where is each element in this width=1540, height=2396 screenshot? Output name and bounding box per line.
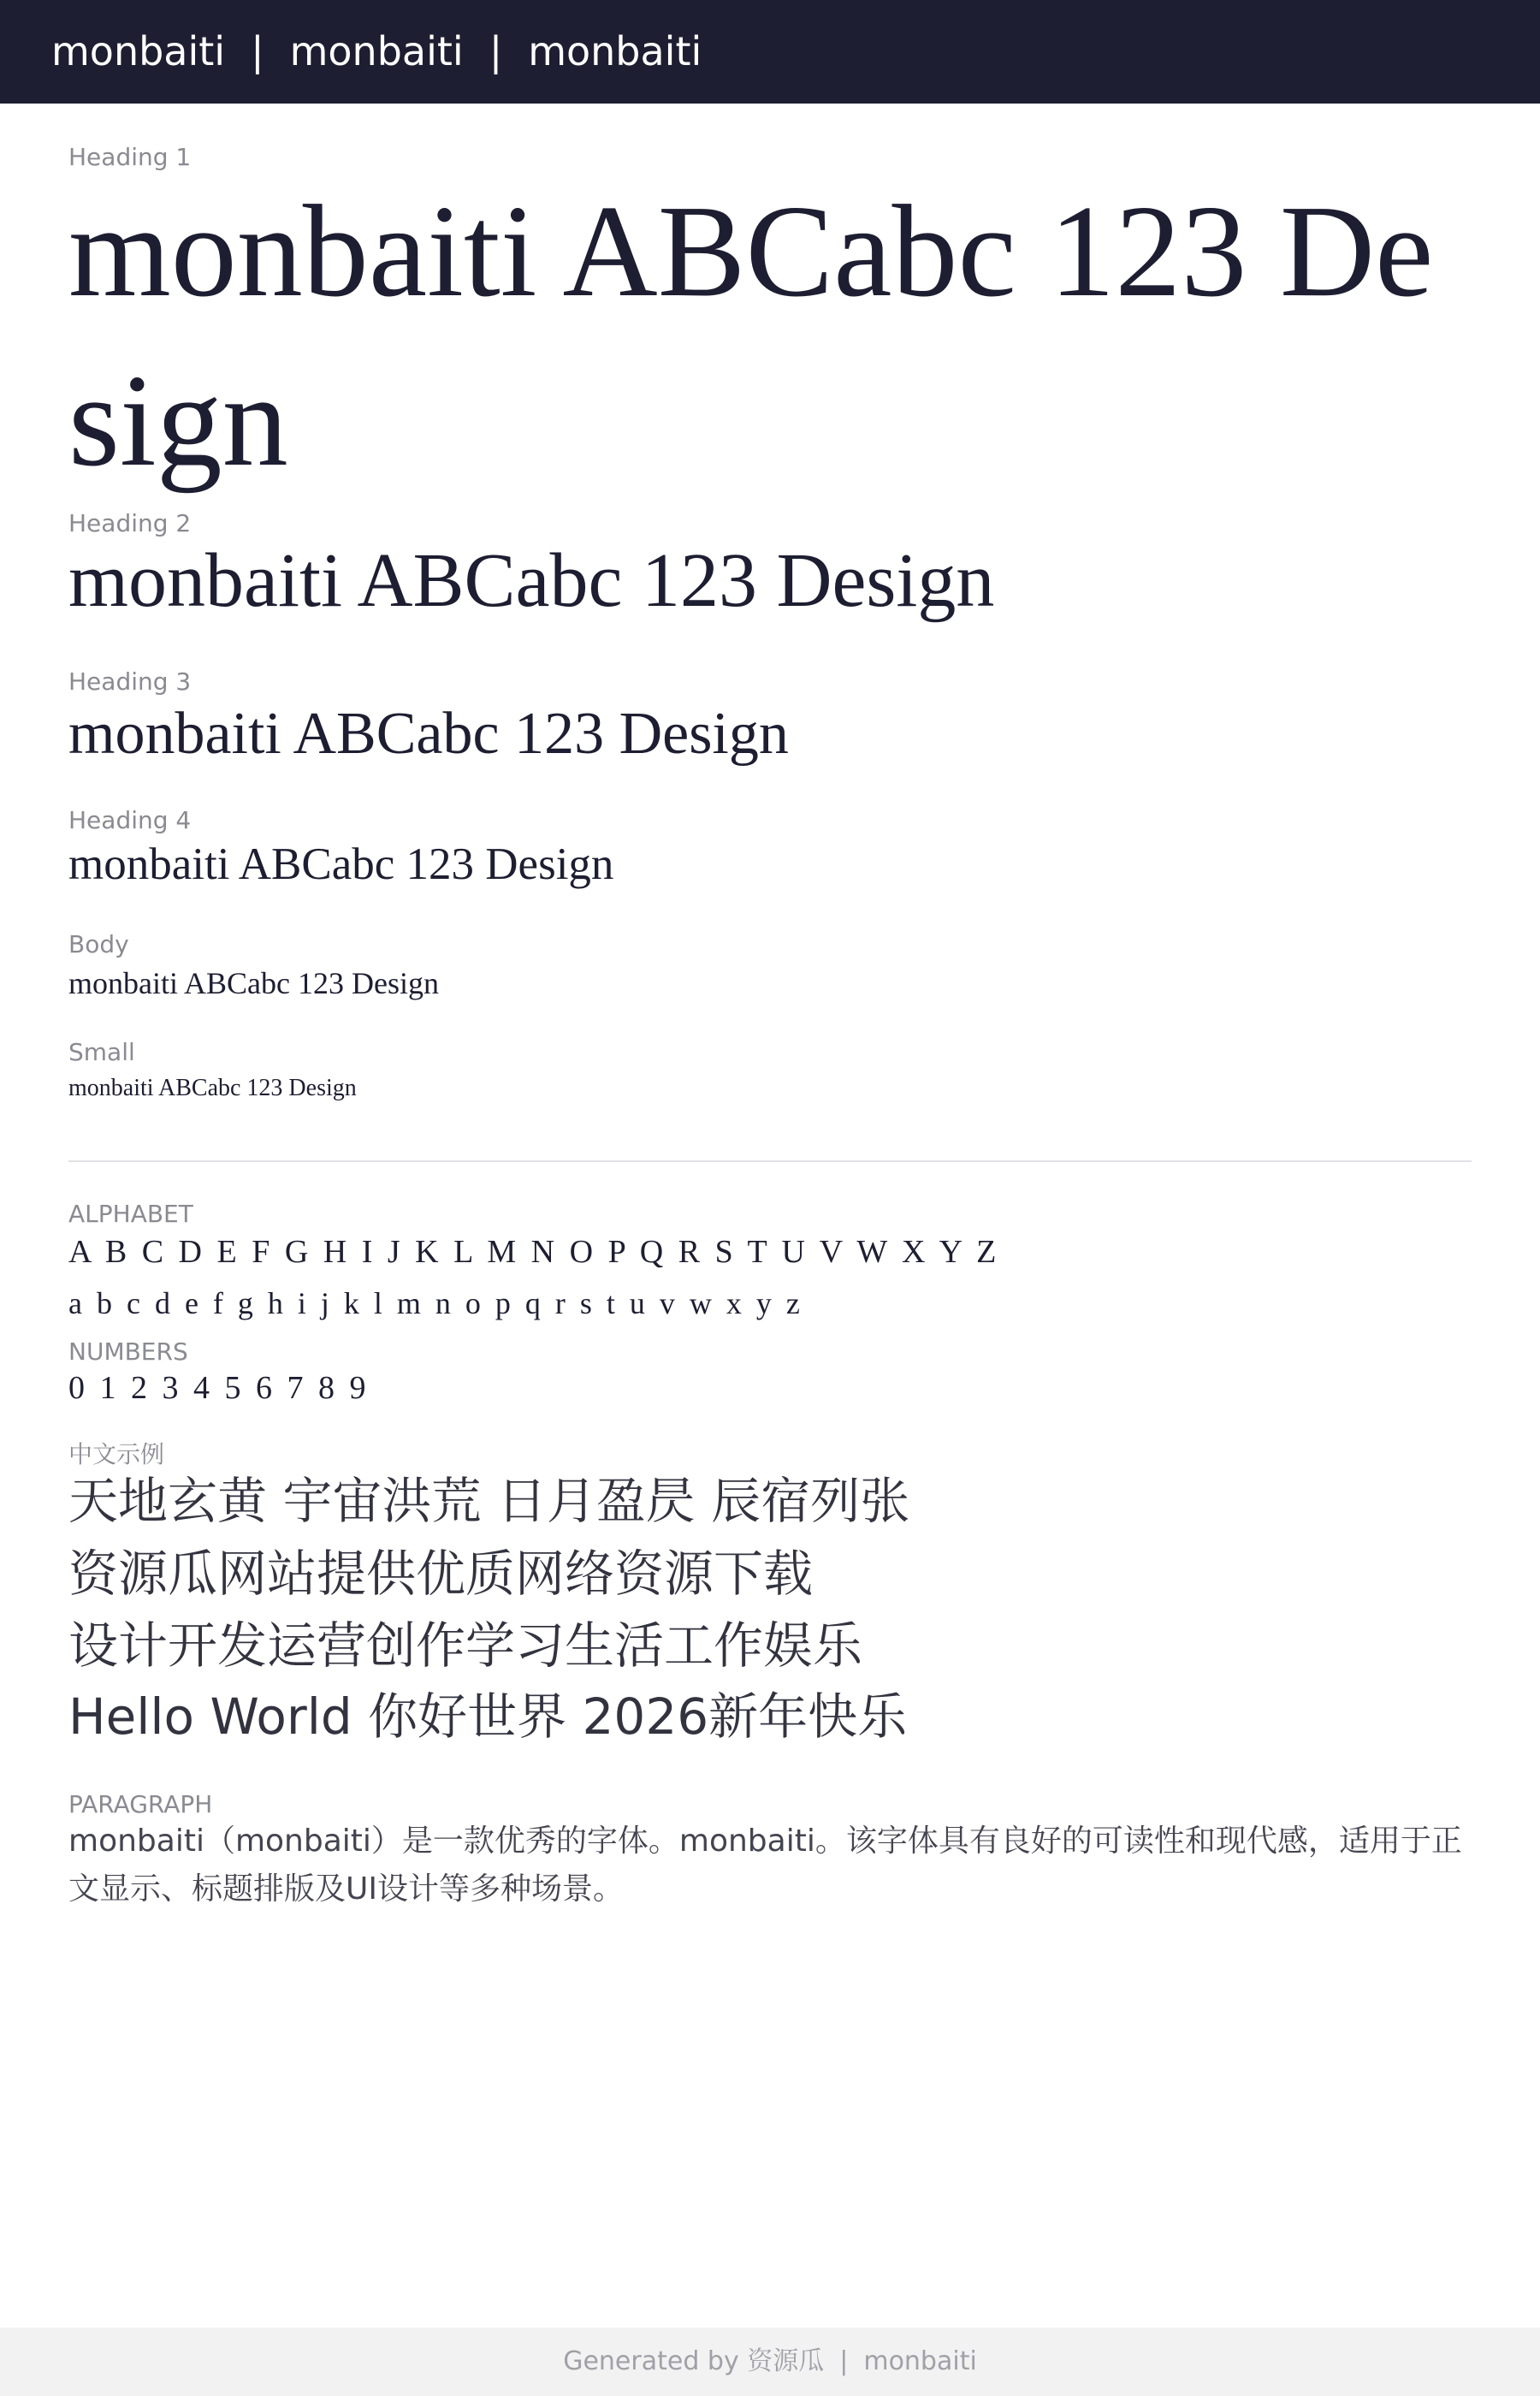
numbers-sample: 0 1 2 3 4 5 6 7 8 9 [68,1370,370,1406]
small-label: Small [68,1038,135,1066]
heading4-sample: monbaiti ABCabc 123 Design [68,839,614,889]
alphabet-lowercase: a b c d e f g h i j k l m n o p q r s t u v w x y z [68,1286,803,1320]
chinese-line-1: 天地玄黄 宇宙洪荒 日月盈昃 辰宿列张 [68,1472,910,1530]
heading1-sample: monbaiti ABCabc 123 Design [68,179,1434,494]
body-sample: monbaiti ABCabc 123 Design [68,966,439,1000]
heading1-label: Heading 1 [68,143,192,171]
header-separator: | [489,28,503,74]
header-bar [0,0,1540,104]
alphabet-label: ALPHABET [68,1200,193,1228]
heading2-sample: monbaiti ABCabc 123 Design [68,538,995,623]
heading3-sample: monbaiti ABCabc 123 Design [68,701,789,767]
header-font-name-2: monbaiti [289,28,464,74]
section-divider [68,1160,1472,1162]
body-label: Body [68,930,129,958]
chinese-label: 中文示例 [68,1440,165,1468]
paragraph-text: monbaiti（monbaiti）是一款优秀的字体。monbaiti。该字体具有良好的可读性和现代感，适用于正文显示、标题排版及UI设计等多种场景。 [68,1824,1462,1907]
paragraph-label: PARAGRAPH [68,1790,213,1818]
footer-generated-by: Generated by 资源瓜 [563,2346,825,2376]
chinese-line-4: Hello World 你好世界 2026新年快乐 [68,1687,908,1746]
header-separator: | [251,28,264,74]
footer-font-name: monbaiti [863,2346,977,2376]
small-sample: monbaiti ABCabc 123 Design [68,1075,357,1101]
header-font-name-1: monbaiti [51,28,226,74]
chinese-line-3: 设计开发运营创作学习生活工作娱乐 [68,1616,863,1675]
numbers-label: NUMBERS [68,1337,188,1366]
heading4-label: Heading 4 [68,806,192,834]
chinese-line-2: 资源瓜网站提供优质网络资源下载 [68,1545,814,1603]
header-font-name-3: monbaiti [528,28,702,74]
footer-separator: | [839,2346,849,2376]
heading2-label: Heading 2 [68,509,192,537]
alphabet-uppercase: A B C D E F G H I J K L M N O P Q R S T U V W X Y Z [68,1234,1000,1270]
footer [0,2328,1540,2396]
heading3-label: Heading 3 [68,667,192,696]
